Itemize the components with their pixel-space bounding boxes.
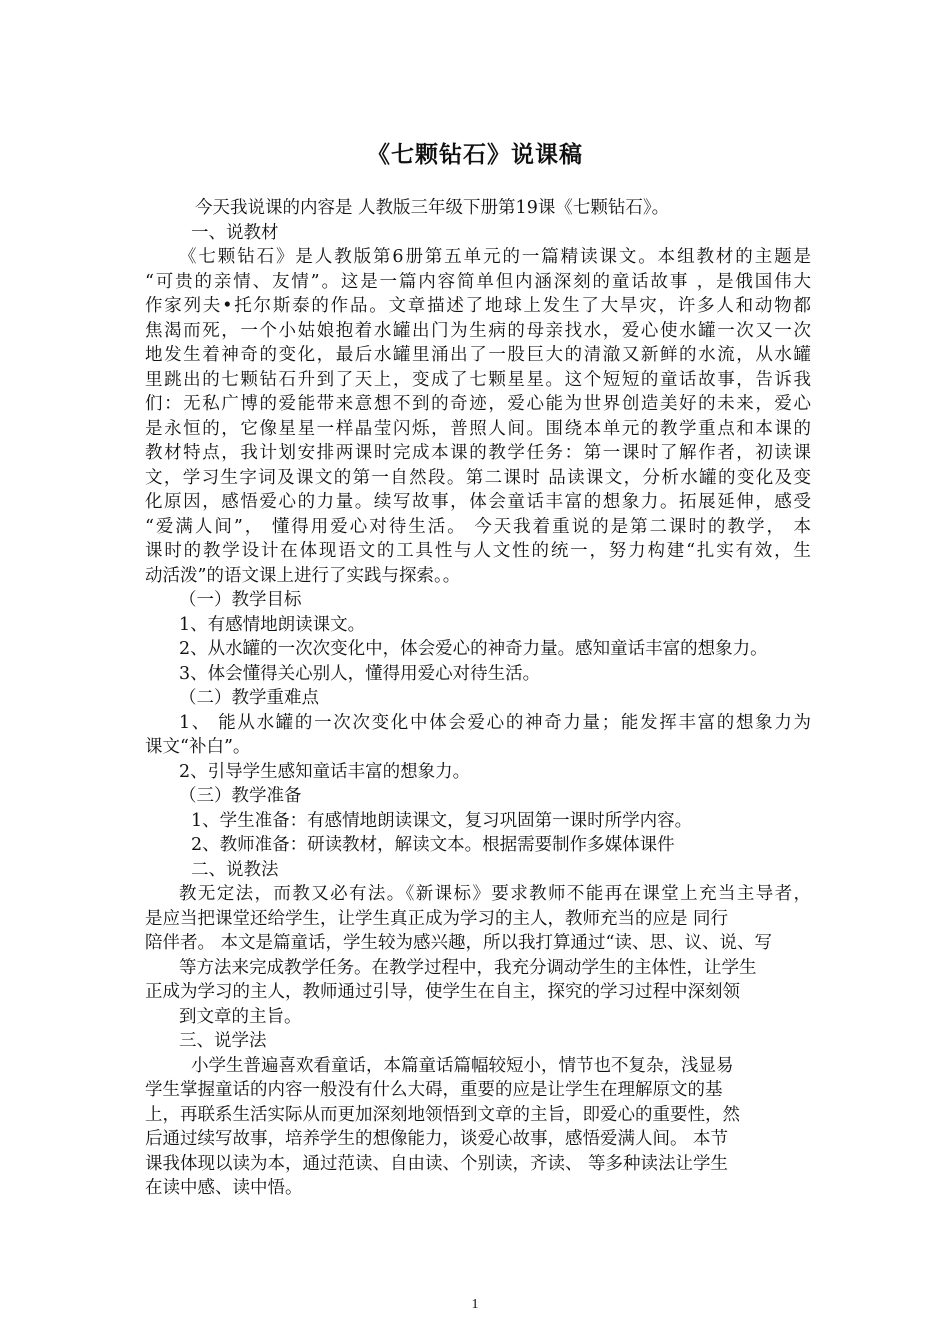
document-title: 《七颗钻石》说课稿 <box>367 142 583 168</box>
paragraph-line: 教材特点，我计划安排两课时完成本课的教学任务：第一课时了解作者，初读课 <box>145 443 811 463</box>
section-heading-learning-method: 三、说学法 <box>179 1031 267 1051</box>
subheading-preparation: （三）教学准备 <box>179 786 302 806</box>
paragraph-line: 里跳出的七颗钻石升到了天上，变成了七颗星星。这个短短的童话故事，告诉我 <box>145 369 811 390</box>
paragraph-line: 是应当把课堂还给学生，让学生真正成为学习的主人，教师充当的应是 同行 <box>145 908 729 929</box>
paragraph-line: 文，学习生字词及课文的第一自然段。第二课时 品读课文，分析水罐的变化及变 <box>145 467 811 488</box>
paragraph-line: 小学生普遍喜欢看童话，本篇童话篇幅较短小，情节也不复杂，浅显易 <box>191 1055 734 1076</box>
paragraph-line: 后通过续写故事，培养学生的想像能力，谈爱心故事，感悟爱满人间。 本节 <box>145 1129 729 1149</box>
paragraph-line: 等方法来完成教学任务。在教学过程中，我充分调动学生的主体性，让学生 <box>179 957 757 978</box>
paragraph-line: 是永恒的，它像星星一样晶莹闪烁，普照人间。围绕本单元的教学重点和本课的 <box>145 418 811 439</box>
subheading-key-points: （二）教学重难点 <box>179 688 319 708</box>
paragraph-line: 课我体现以读为本，通过范读、自由读、个别读，齐读、 等多种读法让学生 <box>145 1153 729 1174</box>
paragraph-line: “爱满人间”， 懂得用爱心对待生活。 今天我着重说的是第二课时的教学， 本 <box>145 516 811 537</box>
list-item: 1、学生准备：有感情地朗读课文，复习巩固第一课时所学内容。 <box>191 810 693 831</box>
subheading-goals: （一）教学目标 <box>179 590 302 610</box>
list-item: 3、体会懂得关心别人，懂得用爱心对待生活。 <box>179 663 541 684</box>
paragraph-line: 在读中感、读中悟。 <box>145 1178 303 1198</box>
list-item: 1、 能从水罐的一次次变化中体会爱心的神奇力量；能发挥丰富的想象力为 <box>179 712 811 733</box>
paragraph-line: 陪伴者。 本文是篇童话，学生较为感兴趣，所以我打算通过“读、思、议、说、写 <box>145 933 773 953</box>
list-item: 2、引导学生感知童话丰富的想象力。 <box>179 761 471 782</box>
paragraph-line: 地发生着神奇的变化，最后水罐里涌出了一股巨大的清澈又新鲜的水流，从水罐 <box>145 345 811 365</box>
paragraph-line: 《七颗钻石》是人教版第6册第五单元的一篇精读课文。本组教材的主题是 <box>179 247 811 267</box>
paragraph-line: 学生掌握童话的内容一般没有什么大碍，重要的应是让学生在理解原文的基 <box>145 1080 723 1100</box>
paragraph-line: 们：无私广博的爱能带来意想不到的奇迹，爱心能为世界创造美好的未来，爱心 <box>145 394 811 414</box>
paragraph-line: 课时的教学设计在体现语文的工具性与人文性的统一，努力构建“扎实有效，生 <box>145 541 811 561</box>
section-heading-teaching-method: 二、说教法 <box>191 859 279 880</box>
paragraph-line: 作家列夫•托尔斯泰的作品。文章描述了地球上发生了大旱灾，许多人和动物都 <box>145 296 811 316</box>
list-item: 2、从水罐的一次次变化中，体会爱心的神奇力量。感知童话丰富的想象力。 <box>179 639 768 659</box>
paragraph-line: 教无定法，而教又必有法。《新课标》要求教师不能再在课堂上充当主导者， <box>179 884 811 904</box>
section-heading-textbook: 一、说教材 <box>191 222 279 243</box>
list-item: 2、教师准备：研读教材，解读文本。根据需要制作多媒体课件 <box>191 835 675 855</box>
paragraph-line: 正成为学习的主人，教师通过引导，使学生在自主，探究的学习过程中深刻领 <box>145 982 740 1002</box>
paragraph-line: 动活泼”的语文课上进行了实践与探索。。 <box>145 565 461 586</box>
intro-line: 今天我说课的内容是 人教版三年级下册第19课《七颗钻石》。 <box>195 198 670 218</box>
page-number: 1 <box>471 1297 479 1312</box>
list-item-continuation: 课文“补白”。 <box>145 737 251 757</box>
document-body <box>145 196 811 1201</box>
paragraph-line: 焦渴而死，一个小姑娘抱着水罐出门为生病的母亲找水，爱心使水罐一次又一次 <box>145 320 811 341</box>
paragraph-line: 到文章的主旨。 <box>179 1006 302 1027</box>
list-item: 1、有感情地朗读课文。 <box>179 614 366 635</box>
paragraph-line: “可贵的亲情、友情”。这是一篇内容简单但内涵深刻的童话故事 ，是俄国伟大 <box>145 271 811 292</box>
paragraph-line: 化原因，感悟爱心的力量。续写故事，体会童话丰富的想象力。拓展延伸，感受 <box>145 492 811 512</box>
paragraph-line: 上，再联系生活实际从而更加深刻地领悟到文章的主旨，即爱心的重要性，然 <box>145 1104 740 1125</box>
